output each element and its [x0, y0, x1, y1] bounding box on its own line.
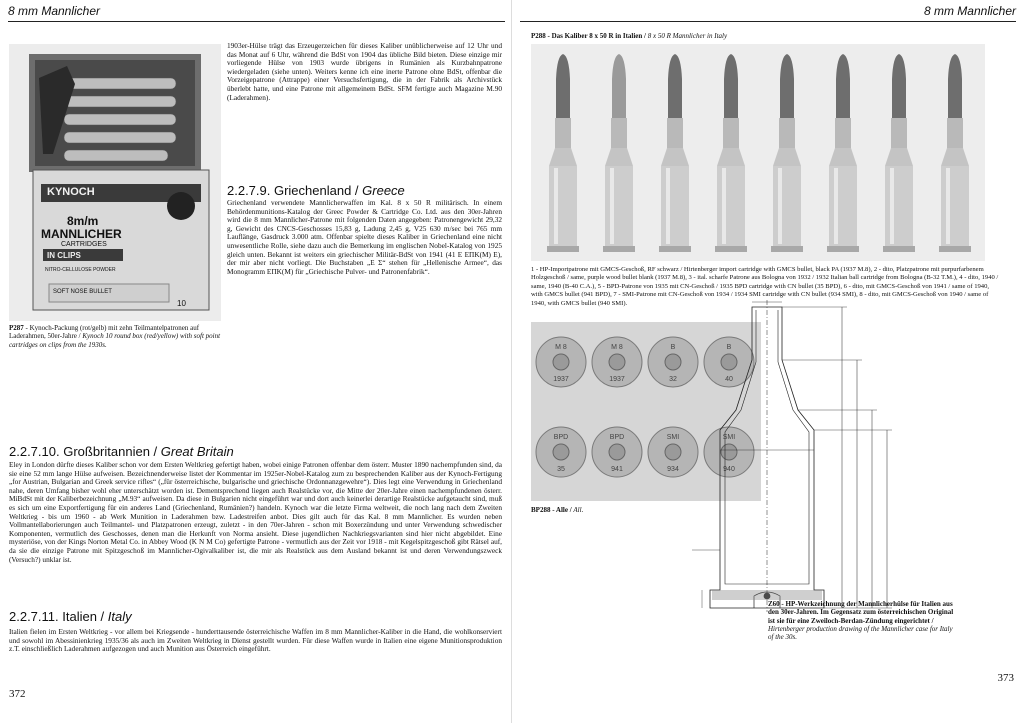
kynoch-box-photo [9, 44, 221, 321]
cartridge [715, 54, 747, 252]
headstamp-bottom-text: 1937 [553, 376, 569, 383]
kynoch-box-illustration [9, 44, 221, 321]
headstamp [592, 337, 642, 387]
running-head: 8 mm Mannlicher [8, 4, 101, 18]
great-britain-text: Eley in London dürfte dieses Kaliber schon vor dem Ersten Weltkrieg gefertigt haben, wobei einige Patronen offenbar dem österr. Muster 1890 nachempfunden sind, da sie eine 52 mm lange Hülse aufweisen. Bezeichnenderweise listet der Kommentar im 1925er-Nobel-Katalog zum zu besprechenden Kaliber aus der Kynoch-Fertigung „for Austrian, Bulgarian and Greek service rifles“ („für österreichische, bulgarische und griechische Ordonnanzgewehre“). Dies legt eine Verwendung in Griechenland nahe, deren Umfang bisher wohl eher unterschätzt worden ist. Dementsprechend liegen auch Realstücke vor, die Mitte der 20er-Jahre einen nachempfundenen österr. MiBdSt mit der Kaliberbezeichnung „M.93“ aufweisen. Da diese in Bulgarien nicht eingeführt war und dort auch keinerlei derartige Realstücke aufgetaucht sind, muß es sich um eine Exportfertigung für ein anderes Land (Griechenland, Rumänien?) handeln. Kynoch war die letzte Firma weltweit, die noch lang nach dem Zweiten Weltkrieg - bis um 1960 - ab Werk Munition in Laderahmen bzw. Ladestreifen anbot. Dies gilt auch für das Kal. 8 mm Mannlicher. Es wurden neben Vollmantellaborierungen auch Teilmantel- und Platzpatronen erzeugt, zuletzt - in den 70er-Jahren - schon mit Boxerzündung und unter Verwendung schwedischer Komponenten, vermutlich des Geschosses, denen man die Herkunft von Norma ansieht. Diese jugendlichen Nachkriegsvarianten sind hier nicht abgebildet. Eine mysteriöse, von der Kings Norton Metal Co. in Abbey Wood (K N M Co) gefertigte Patrone - vermutlich aus der Zeit vor 1918 - mit Kegelspitzgeschoß gibt Rätsel auf, da sie die einzige Patrone mit Spitzgeschoß im Mannlicher-Ogivalkaliber ist, die mir als Realstück aus dem Ausland bekannt ist und deren Verwendungszweck (Versuch?) unklar ist. [9, 460, 502, 564]
page-number: 373 [997, 672, 1014, 684]
greece-text: Griechenland verwendete Mannlicherwaffen im Kal. 8 x 50 R militärisch. In einem Behördenmunitions-Katalog der Greec Powder & Cartridge Co. Ltd. aus den 30er-Jahren wird die 8 mm Mannlicher-Patrone mit folgenden Daten angegeben: Patronengewicht 29,32 g, Gewicht des CNCS-Geschosses 15,83 g, Ladung 2,45 g, V25 630 m/sec bei 765 mm Lauflänge, Gasdruck 3.000 atm. Offenbar spielte dieses Kaliber in Griechenland eine nicht unwesentliche Rolle, siehe dazu auch die Bemerkung im englischen Nobel-Katalog von 1925 gleich unten. Bekannt ist weiters ein griechischer Militär-BdSt von 1941 (41 E EΠK(M) E), der mir aber nicht vorliegt. Die Buchstaben „E Σ“ stehen für „Hellenische Armee“, das Monogramm EΠK(M) für „Griechische Pulver- und Patronenfabrik“. [227, 198, 502, 276]
headstamp-bottom-text: 940 [723, 466, 735, 473]
drawing-caption: Z60 - HP-Werkzeichnung der Mannlicherhülse für Italien aus den 30er-Jahren. Im Gegensatz zum österreichischen Original ist sie für eine Zweiloch-Berdan-Zündung eingerichtet / Hirtenberger production drawing of the Mannlicher case for Italy of the 30s. [768, 600, 954, 642]
heading-great-britain: 2.2.7.10. Großbritannien / Great Britain [9, 444, 234, 459]
headstamp-top-text: SMI [722, 434, 736, 441]
box-powder: NITRO-CELLULOSE POWDER [45, 267, 116, 273]
caption-number: P287 [9, 324, 24, 332]
cartridges-illustration [531, 44, 985, 261]
headstamp-bottom-text: 934 [667, 466, 679, 473]
headstamp [648, 337, 698, 387]
cartridge [939, 54, 971, 252]
heading-greece: 2.2.7.9. Griechenland / Greece [227, 183, 405, 198]
headstamp-bottom-text: 32 [669, 376, 677, 383]
page-number: 372 [9, 688, 26, 700]
headstamp [648, 427, 698, 477]
headstamp-top-text: B [726, 344, 732, 351]
cartridge [771, 54, 803, 252]
box-caliber: 8m/m [67, 214, 99, 228]
headstamp-top-text: BPD [609, 434, 625, 441]
column-text: 1903er-Hülse trägt das Erzeugerzeichen für dieses Kaliber unüblicherweise auf 12 Uhr und das Monat auf 6 Uhr, während die BdSt von 1904 das übliche Bild bieten. Diese einzige mir vorliegende Hülse von 1903 wurde übrigens in Rumänien als Kurzbahnpatrone wiedergeladen (siehe unten). Weiters kenne ich eine inerte Patrone ohne BdSt, offenbar die Vorzeigepatrone (Attrappe) einer Versuchsfertigung, die in der Fabrik als Archivstück überlebt hatte, und eine Patrone mit allgemeinem BdSt. SFM fertigte auch Magazine M.90 (Laderahmen). [227, 41, 502, 102]
box-brand: KYNOCH [47, 186, 95, 198]
caption-text: - Kynoch-Packung (rot/gelb) mit zehn Teilmantelpatronen auf Laderahmen, 50er-Jahre / [9, 324, 200, 341]
header-rule [8, 21, 505, 22]
headstamp-bottom-text: 1937 [609, 376, 625, 383]
cartridge [603, 54, 635, 252]
box-quantity: 10 [177, 299, 186, 308]
headstamp-top-text: M 8 [611, 344, 623, 351]
box-clips: IN CLIPS [47, 251, 81, 260]
cartridge [659, 54, 691, 252]
headstamp-bottom-text: 35 [557, 466, 565, 473]
headstamp [592, 427, 642, 477]
header-rule [520, 21, 1016, 22]
cartridge [883, 54, 915, 252]
cartridge [827, 54, 859, 252]
italy-text: Italien fielen im Ersten Weltkrieg - vor allem bei Kriegsende - hunderttausende österreichische Waffen im 8 mm Mannlicher-Kaliber in die Hand, die wohlkonserviert und sowohl im Abessinienkrieg 1935/36 als auch im Zweiten Weltkrieg in Dienst gestellt wurden. Für diese Waffen wurde in Italien eine eigene Munitionsproduktion z.T. einschließlich Laderahmen aufgezogen und auch Munition aus Österreich eingeführt. [9, 627, 502, 654]
photo-caption [9, 324, 222, 349]
box-name: MANNLICHER [41, 227, 122, 241]
cartridge-caption: 1 - HP-Importpatrone mit GMCS-Geschoß, RF schwarz / Hirtenberger import cartridge with GMCS bullet, black PA (1937 M.8), 2 - dito, Platzpatrone mit purpurfarbenem Holzgeschoß / same, purple wood bullet blank (1937 M.8), 3 - ital. scharfe Patrone aus Bologna von 1932 / 1932 Italian ball cartridge from Bologna (B-32 T.M.), 4 - dito, 1940 / same, 1940 (B-40 C.A.), 5 - BPD-Patrone von 1935 mit CN-Geschoß / 1935 BPD cartridge with CN bullet (35 BPD), 6 - dito, mit GMCS-Geschoß von 1941 / same of 1940, with GMCS bullet (941 BPD), 7 - SMI-Patrone mit CN-Geschoß von 1934 / 1934 SMI cartridge with CN bullet (934 SMI), 8 - dito, mit GMCS-Geschoß von 1940 / same of 1940, with GMCS bullet (940 SMI). [531, 266, 999, 307]
headstamp-top-text: M 8 [555, 344, 567, 351]
right-page [512, 0, 1024, 723]
headstamp-top-text: BPD [553, 434, 569, 441]
case-technical-drawing [692, 300, 1012, 612]
cartridge [547, 54, 579, 252]
headstamp [536, 427, 586, 477]
headstamp-bottom-text: 941 [611, 466, 623, 473]
box-type: CARTRIDGES [61, 241, 107, 248]
running-head: 8 mm Mannlicher [923, 4, 1016, 18]
caption-text-english: Kynoch 10 round box (red/yellow) with soft point cartridges on clips from the 1930s. [9, 332, 221, 349]
box-bullet: SOFT NOSE BULLET [53, 289, 112, 295]
headstamp-top-text: B [670, 344, 676, 351]
heading-italy: 2.2.7.11. Italien / Italy [9, 609, 132, 624]
headstamp [536, 337, 586, 387]
top-caption: P288 - Das Kaliber 8 x 50 R in Italien / 8 x 50 R Mannlicher in Italy [531, 32, 728, 40]
cartridges-photo [531, 44, 985, 261]
headstamp-top-text: SMI [666, 434, 680, 441]
headstamp-bottom-text: 40 [725, 376, 733, 383]
headstamps-caption: BP288 - Alle / All. [531, 506, 584, 514]
case-drawing [692, 300, 1012, 612]
